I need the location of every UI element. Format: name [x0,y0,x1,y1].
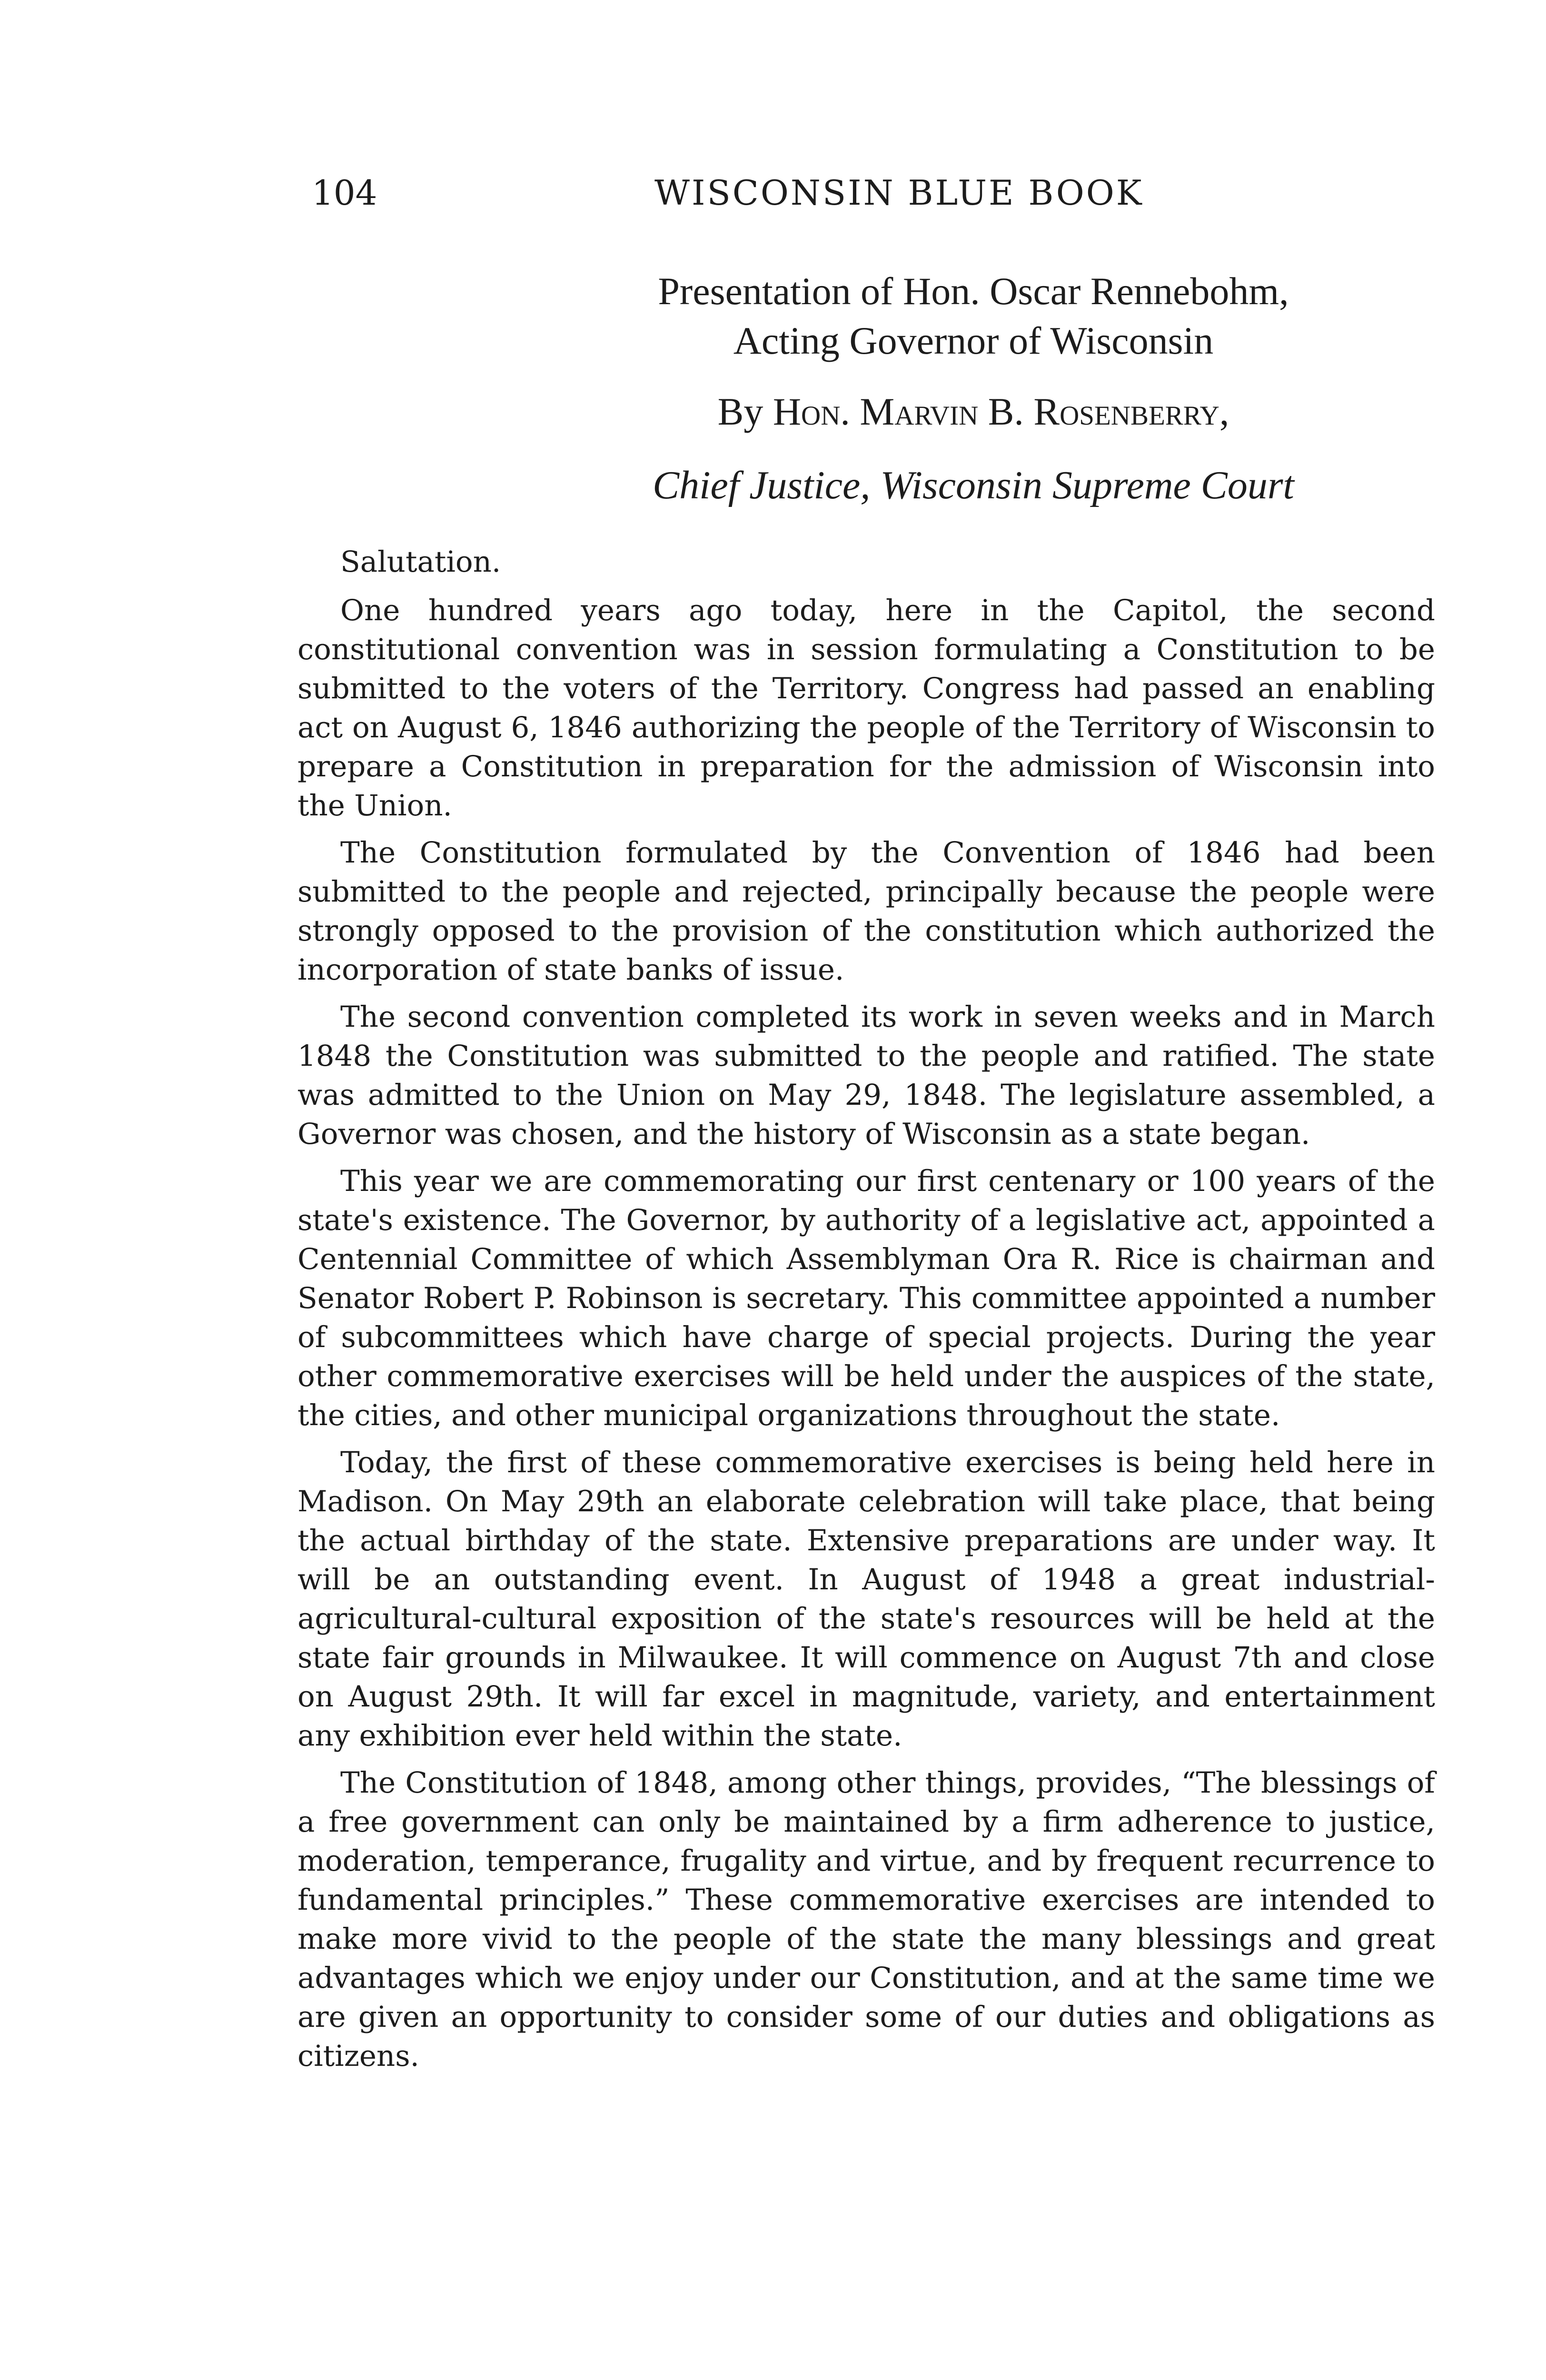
body-paragraph: The Constitution of 1848, among other things, provides, “The blessings of a free government can only be maintained by a firm adherence to justice, moderation, temperance, frugality and virtue, and by frequent recurrence to fundamental principles.” These commemorative exercises are intended to make more vivid to the people of the state the many blessings and great advantages which we enjoy under our Constitution, and at the same time we are given an opportunity to consider some of our duties and obligations as citizens. [297,1766,1435,2073]
author-affiliation: Chief Justice, Wisconsin Supreme Court [653,463,1294,507]
author-name: Hon. Marvin B. Rosenberry, [773,390,1229,433]
body-paragraph: This year we are commemorating our first centenary or 100 years of the state's existence. The Governor, by authority of a legislative act, appointed a Centennial Committee of which Assemblyman Ora R. Rice is chairman and Senator Robert P. Robinson is secretary. This committee appointed a number of subcommittees which have charge of special projects. During the year other commemorative exercises will be held under the auspices of the state, the cities, and other municipal organizations throughout the state. [297,1164,1435,1432]
body-paragraph: The second convention completed its work in seven weeks and in March 1848 the Constitution was submitted to the people and ratified. The state was admitted to the Union on May 29, 1848. The legislature assembled, a Governor was chosen, and the history of Wisconsin as a state began. [297,1000,1435,1151]
running-title: WISCONSIN BLUE BOOK [654,173,1144,213]
article-title-line-2: Acting Governor of Wisconsin [733,319,1214,362]
article-title [312,267,1449,366]
byline [312,386,1449,438]
article-body [297,543,1435,2084]
body-paragraph: One hundred years ago today, here in the Capitol, the second constitutional convention was in session formulating a Constitution to be submitted to the voters of the Territory. Congress had passed an enabling act on August 6, 1846 authorizing the people of the Territory of Wisconsin to prepare a Constitution in preparation for the admission of Wisconsin into the Union. [297,594,1435,823]
page-number: 104 [312,173,377,213]
running-head [312,167,1449,219]
byline-prefix: By [717,390,763,433]
salutation: Salutation. [340,545,501,579]
body-paragraph: Today, the first of these commemorative exercises is being held here in Madison. On May 29th an elaborate celebration will take place, that being the actual birthday of the state. Extensive preparations are under way. It will be an outstanding event. In August of 1948 a great industrial-agricultural-cultural exposition of the state's resources will be held at the state fair grounds in Milwaukee. It will commence on August 7th and close on August 29th. It will far excel in magnitude, variety, and entertainment any exhibition ever held within the state. [297,1446,1435,1753]
body-paragraph: The Constitution formulated by the Convention of 1846 had been submitted to the people and rejected, principally because the people were strongly opposed to the provision of the constitution which authorized the incorporation of state banks of issue. [297,836,1435,987]
article-title-line-1: Presentation of Hon. Oscar Rennebohm, [658,269,1289,313]
